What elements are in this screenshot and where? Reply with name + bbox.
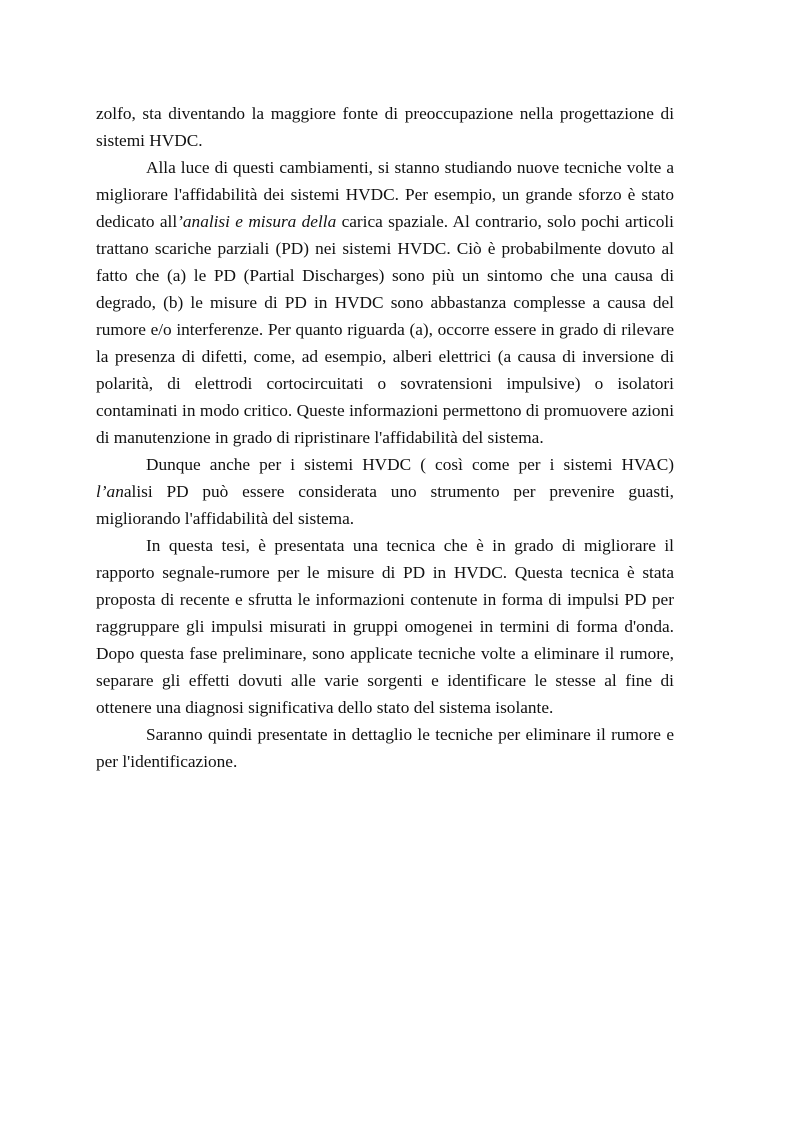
paragraph-text: In questa tesi, è presentata una tecnica che è in grado di migliorare il rapporto segnale-rumore per le misure di PD in HVDC. Questa tecnica è stata proposta di recente e sfrutta le informazioni contenute in forma di impulsi PD per raggruppare gli impulsi misurati in gruppi omogenei in termini di forma d'onda. Dopo questa fase preliminare, sono applicate tecniche volte a eliminare il rumore, separare gli effetti dovuti alle varie sorgenti e identificare le stesse al fine di ottenere una diagnosi significativa dello stato del sistema isolante. [96, 536, 674, 717]
paragraph-conclusion [96, 721, 674, 775]
paragraph-text: zolfo, sta diventando la maggiore fonte di preoccupazione nella progettazione di sistemi HVDC. [96, 104, 674, 150]
paragraph-hvdc-analysis [96, 451, 674, 532]
paragraph-text-start: Alla luce di questi cambiamenti, si stanno studiando nuove tecniche volte a migliorare l'affidabilità dei sistemi HVDC. Per esempio, un grande sforzo è stato dedicato all [96, 158, 674, 231]
paragraph-text-end: alisi PD può essere considerata uno strumento per prevenire guasti, migliorando l'affidabilità del sistema. [96, 482, 674, 528]
paragraph-text: Saranno quindi presentate in dettaglio le tecniche per eliminare il rumore e per l'identificazione. [96, 725, 674, 771]
paragraph-text-start: Dunque anche per i sistemi HVDC ( così come per i sistemi HVAC) [146, 455, 674, 474]
paragraph-changes [96, 154, 674, 451]
paragraph-thesis-technique [96, 532, 674, 721]
document-page [96, 100, 674, 775]
paragraph-continuation [96, 100, 674, 154]
italic-phrase: l’an [96, 482, 124, 501]
italic-phrase: ’analisi e misura della [177, 212, 337, 231]
paragraph-text-end: carica spaziale. Al contrario, solo pochi articoli trattano scariche parziali (PD) nei sistemi HVDC. Ciò è probabilmente dovuto al fatto che (a) le PD (Partial Discharges) sono più un sintomo che una causa di degrado, (b) le misure di PD in HVDC sono abbastanza complesse a causa del rumore e/o interferenze. Per quanto riguarda (a), occorre essere in grado di rilevare la presenza di difetti, come, ad esempio, alberi elettrici (a causa di inversione di polarità, di elettrodi cortocircuitati o sovratensioni impulsive) o isolatori contaminati in modo critico. Queste informazioni permettono di promuovere azioni di manutenzione in grado di ripristinare l'affidabilità del sistema. [96, 212, 674, 447]
